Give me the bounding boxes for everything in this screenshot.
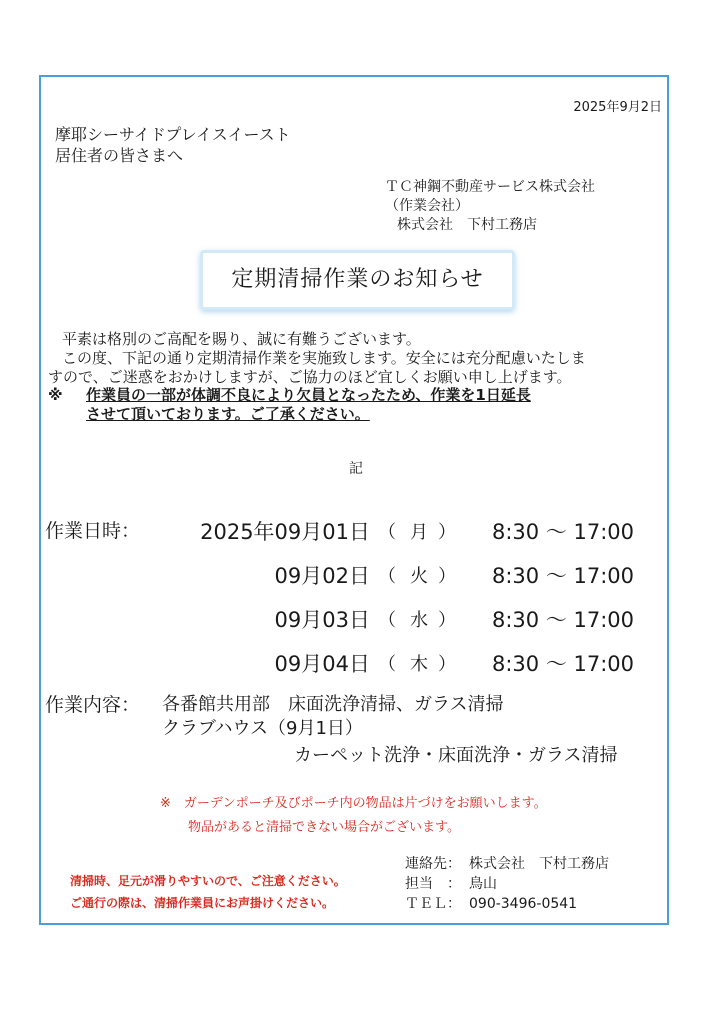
ki-mark: 記 <box>349 461 363 477</box>
body-text <box>48 330 586 387</box>
schedule-time: 8:30 ～ 17:00 <box>492 520 635 544</box>
notice-line: 物品があると清掃できない場合がございます。 <box>188 820 460 835</box>
schedule-date: 2025年09月01日 <box>200 520 370 544</box>
schedule-paren-open: （ <box>378 610 396 631</box>
schedule-day: 火 <box>410 566 428 587</box>
schedule-paren-open: （ <box>378 654 396 675</box>
schedule-label: 作業日時： <box>45 520 141 542</box>
issue-date: 2025年9月2日 <box>573 100 662 115</box>
note-mark: ※ <box>48 386 63 404</box>
title-box <box>200 250 515 310</box>
recipient-block <box>55 124 291 166</box>
contact-block <box>405 854 609 914</box>
schedule-time: 8:30 ～ 17:00 <box>492 564 635 588</box>
contact-value: 鳥山 <box>469 876 497 892</box>
content-line: カーペット洗浄・床面洗浄・ガラス清掃 <box>294 745 618 766</box>
schedule-paren-open: （ <box>378 566 396 587</box>
schedule-paren-close: ） <box>438 654 456 675</box>
schedule-time: 8:30 ～ 17:00 <box>492 652 635 676</box>
schedule-paren-close: ） <box>438 566 456 587</box>
contact-label: 担当 ： <box>405 876 461 892</box>
contact-value: 090-3496-0541 <box>469 896 578 912</box>
schedule-date: 09月02日 <box>274 564 370 588</box>
contact-value: 株式会社 下村工務店 <box>469 856 609 872</box>
schedule-day: 月 <box>410 522 428 543</box>
schedule-day: 水 <box>410 610 428 631</box>
content-label: 作業内容： <box>45 694 141 716</box>
caution-line: 清掃時、足元が滑りやすいので、ご注意ください。 <box>70 874 346 888</box>
company-block <box>385 178 595 235</box>
caution-line: ご通行の際は、清掃作業員にお声掛けください。 <box>70 896 335 910</box>
body-line: すので、ご迷惑をおかけしますが、ご協力のほど宜しくお願い申し上げます。 <box>48 368 572 386</box>
schedule-paren-open: （ <box>378 522 396 543</box>
schedule-time: 8:30 ～ 17:00 <box>492 608 635 632</box>
note-line: させて頂いております。ご了承ください。 <box>86 405 370 423</box>
body-line: 平素は格別のご高配を賜り、誠に有難うございます。 <box>62 330 421 348</box>
contact-label: 連絡先： <box>405 856 461 872</box>
extension-note <box>48 386 531 424</box>
recipient-line: 摩耶シーサイドプレイスイースト <box>55 125 291 144</box>
recipient-line: 居住者の皆さまへ <box>55 146 184 165</box>
schedule-date: 09月03日 <box>274 608 370 632</box>
company-line: ＴＣ神鋼不動産サービス株式会社 <box>385 179 595 195</box>
schedule-day: 木 <box>410 654 428 675</box>
document-title: 定期清掃作業のお知らせ <box>231 266 484 292</box>
schedule-date: 09月04日 <box>274 652 370 676</box>
company-line: 株式会社 下村工務店 <box>397 217 537 233</box>
notice-line: ※ ガーデンポーチ及びポーチ内の物品は片づけをお願いします。 <box>160 796 547 811</box>
schedule-paren-close: ） <box>438 610 456 631</box>
content-line: 各番館共用部 床面洗浄清掃、ガラス清掃 <box>162 694 504 715</box>
body-line: この度、下記の通り定期清掃作業を実施致します。安全には充分配慮いたしま <box>62 349 586 367</box>
company-line: （作業会社） <box>385 198 469 214</box>
schedule-paren-close: ） <box>438 522 456 543</box>
note-line: 作業員の一部が体調不良により欠員となったため、作業を1日延長 <box>86 386 531 404</box>
contact-label: ＴＥＬ： <box>405 896 461 912</box>
content-line: クラブハウス（9月1日） <box>162 718 363 739</box>
